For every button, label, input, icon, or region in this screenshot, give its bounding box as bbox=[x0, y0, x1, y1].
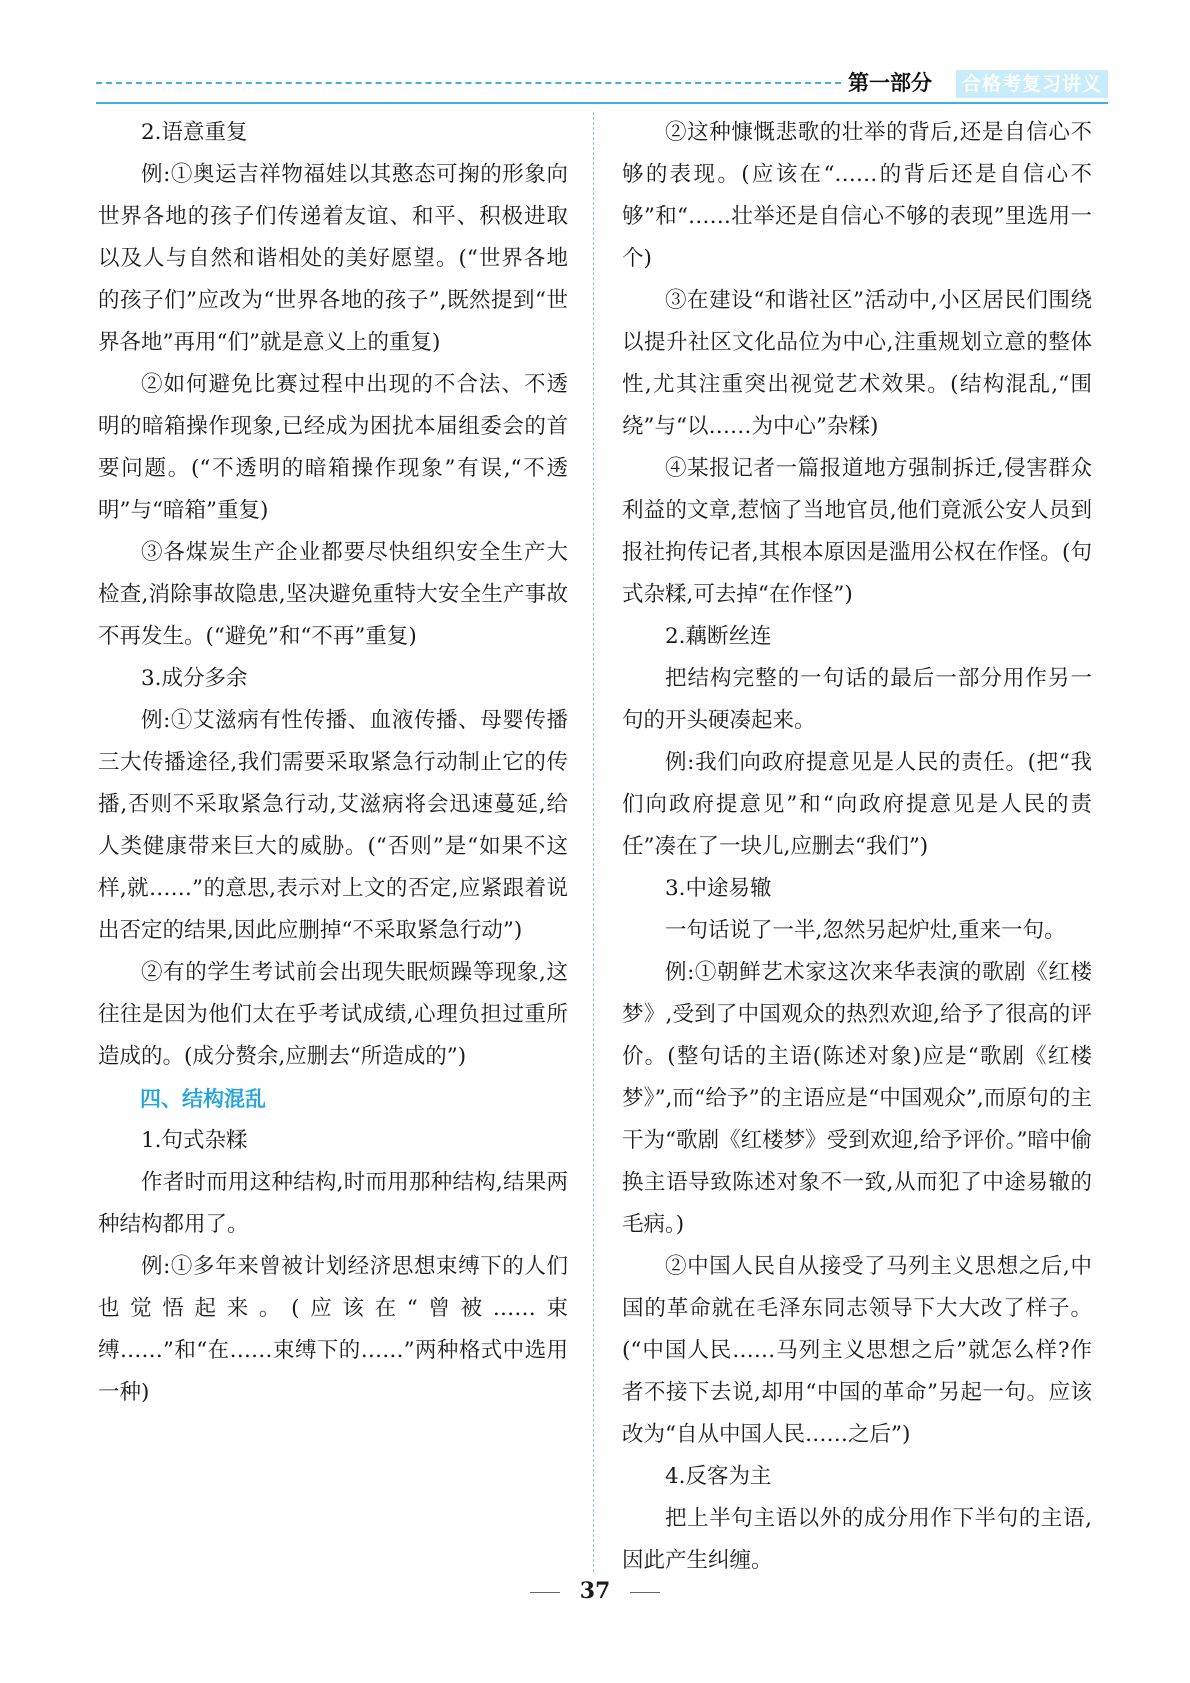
left-line-1: 例:①奥运吉祥物福娃以其憨态可掬的形象向世界各地的孩子们传递着友谊、和平、积极进取以及人与自然和谐相处的美好愿望。(“世界各地的孩子们”应改为“世界各地的孩子”,既然提到“世界各地”再用“们”就是意义上的重复) bbox=[98, 162, 568, 355]
left-line-9: 作者时而用这种结构,时而用那种结构,结果两种结构都用了。 bbox=[98, 1170, 568, 1237]
header-dashed-rule bbox=[96, 82, 841, 84]
right-line-4: 把结构完整的一句话的最后一部分用作另一句的开头硬凑起来。 bbox=[622, 666, 1092, 733]
right-line-0: ②这种慷慨悲歌的壮举的背后,还是自信心不够的表现。(应该在“……的背后还是自信心不够”和“……壮举还是自信心不够的表现”里选用一个) bbox=[622, 120, 1092, 271]
header-rule bbox=[96, 102, 1108, 104]
footer-rule-left bbox=[530, 1592, 560, 1593]
right-line-9: ②中国人民自从接受了马列主义思想之后,中国的革命就在毛泽东同志领导下大大改了样子。(“中国人民……马列主义思想之后”就怎么样?作者不接下去说,却用“中国的革命”另起一句。应该改为“自从中国人民……之后”) bbox=[622, 1254, 1092, 1447]
page-number: 37 bbox=[579, 1578, 611, 1604]
right-line-11: 把上半句主语以外的成分用作下半句的主语,因此产生纠缠。 bbox=[622, 1506, 1092, 1573]
right-line-7: 一句话说了一半,忽然另起炉灶,重来一句。 bbox=[665, 918, 1066, 943]
page-footer bbox=[0, 1578, 1190, 1604]
right-line-8: 例:①朝鲜艺术家这次来华表演的歌剧《红楼梦》,受到了中国观众的热烈欢迎,给予了很高的评价。(整句话的主语(陈述对象)应是“歌剧《红楼梦》”,而“给予”的主语应是“中国观众”,而原句的主干为“歌剧《红楼梦》受到欢迎,给予评价。”暗中偷换主语导致陈述对象不一致,从而犯了中途易辙的毛病。) bbox=[622, 960, 1092, 1237]
section-heading: 四、结构混乱 bbox=[140, 1087, 266, 1111]
left-line-4: 3.成分多余 bbox=[141, 666, 248, 691]
header-part-label: 第一部分 bbox=[848, 71, 932, 95]
column-divider bbox=[593, 112, 594, 1572]
left-line-10: 例:①多年来曾被计划经济思想束缚下的人们也觉悟起来。(应该在“曾被……束缚……”和“在……束缚下的……”两种格式中选用一种) bbox=[98, 1254, 568, 1405]
left-column bbox=[98, 112, 568, 1414]
left-line-8: 1.句式杂糅 bbox=[141, 1128, 248, 1153]
right-line-10: 4.反客为主 bbox=[665, 1464, 772, 1489]
page-header bbox=[96, 68, 1108, 106]
left-line-2: ②如何避免比赛过程中出现的不合法、不透明的暗箱操作现象,已经成为困扰本届组委会的首要问题。(“不透明的暗箱操作现象”有误,“不透明”与“暗箱”重复) bbox=[98, 372, 568, 523]
footer-rule-right bbox=[630, 1592, 660, 1593]
left-line-6: ②有的学生考试前会出现失眠烦躁等现象,这往往是因为他们太在乎考试成绩,心理负担过重所造成的。(成分赘余,应删去“所造成的”) bbox=[98, 960, 568, 1069]
right-line-6: 3.中途易辙 bbox=[665, 876, 772, 901]
left-line-5: 例:①艾滋病有性传播、血液传播、母婴传播三大传播途径,我们需要采取紧急行动制止它的传播,否则不采取紧急行动,艾滋病将会迅速蔓延,给人类健康带来巨大的威胁。(“否则”是“如果不这样,就……”的意思,表示对上文的否定,应紧跟着说出否定的结果,因此应删掉“不采取紧急行动”) bbox=[98, 708, 568, 943]
right-line-3: 2.藕断丝连 bbox=[665, 624, 772, 649]
right-line-1: ③在建设“和谐社区”活动中,小区居民们围绕以提升社区文化品位为中心,注重规划立意的整体性,尤其注重突出视觉艺术效果。(结构混乱,“围绕”与“以……为中心”杂糅) bbox=[622, 288, 1092, 439]
right-column bbox=[622, 112, 1092, 1582]
right-line-2: ④某报记者一篇报道地方强制拆迁,侵害群众利益的文章,惹恼了当地官员,他们竟派公安人员到报社拘传记者,其根本原因是滥用公权在作怪。(句式杂糅,可去掉“在作怪”) bbox=[622, 456, 1092, 607]
left-line-3: ③各煤炭生产企业都要尽快组织安全生产大检查,消除事故隐患,坚决避免重特大安全生产事故不再发生。(“避免”和“不再”重复) bbox=[98, 540, 568, 649]
left-line-0: 2.语意重复 bbox=[141, 120, 248, 145]
right-line-5: 例:我们向政府提意见是人民的责任。(把“我们向政府提意见”和“向政府提意见是人民的责任”凑在了一块儿,应删去“我们”) bbox=[622, 750, 1092, 859]
header-section-tag: 合格考复习讲义 bbox=[956, 70, 1108, 98]
